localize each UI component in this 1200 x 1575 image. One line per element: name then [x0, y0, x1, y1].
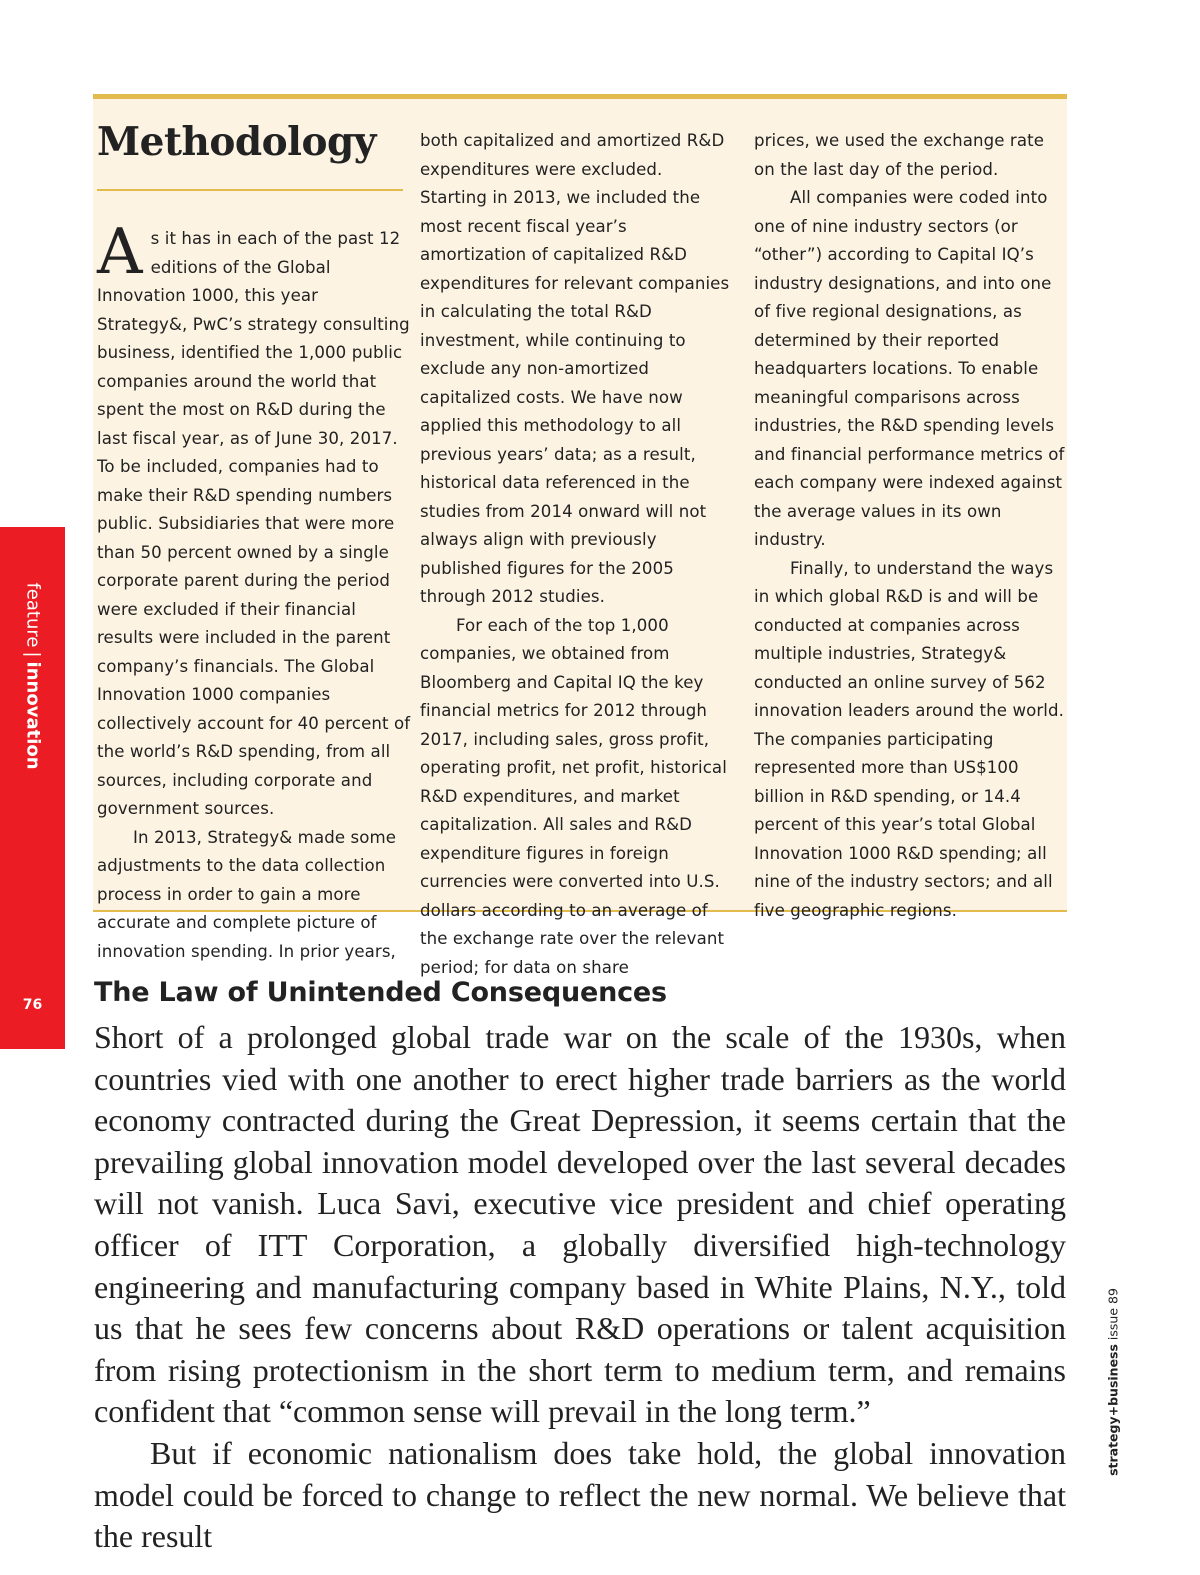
methodology-title-rule: [97, 189, 403, 191]
article-paragraph: But if economic nationalism does take hold, the global innovation model could be forced to change to reflect the new normal. We believe that the result: [94, 1434, 1066, 1555]
methodology-text: s it has in each of the past 12 editions of the Global Innovation 1000, this year Strategy&, PwC’s strategy consulting business, identified the 1,000 public companies around the world that spent the most on R&D during the last fiscal year, as of June 30, 2017. To be included, companies had to make their R&D spending numbers public. Subsidiaries that were more than 50 percent owned by a single corporate parent during the period were excluded if their financial results were included in the parent company’s financials. The Global Innovation 1000 companies collectively account for 40 percent of the world’s R&D spending, from all sources, including corporate and government sources.: [97, 229, 411, 818]
section-name: feature: [22, 582, 44, 648]
methodology-box: [93, 94, 1067, 977]
issue-number: issue 89: [1105, 1288, 1121, 1341]
methodology-paragraph: Finally, to understand the ways in which global R&D is and will be conducted at companies across multiple industries, Strategy& conducted an online survey of 562 innovation leaders around the world. The companies participating represented more than US$100 billion in R&D spending, or 14.4 percent of this year’s total Global Innovation 1000 R&D spending; all nine of the industry sectors; and all five geographic regions.: [754, 558, 1065, 920]
methodology-column-2: [420, 127, 734, 982]
methodology-paragraph: In 2013, Strategy& made some adjustments to the data collection process in order to gain a more accurate and complete picture of innovation spending. In prior years,: [97, 827, 397, 961]
article-paragraph: Short of a prolonged global trade war on the scale of the 1930s, when countries vied with one another to erect higher trade barriers as the world economy contracted during the Great Depression, it seems certain that the prevailing global innovation model developed over the last several decades will not vanish. Luca Savi, executive vice president and chief operating officer of ITT Corporation, a globally diversified high-technology engineering and manufacturing company based in White Plains, N.Y., told us that he sees few concerns about R&D operations or talent acquisition from rising protectionism in the short term to medium term, and remains confident that “common sense will prevail in the long term.”: [94, 1019, 1066, 1430]
methodology-paragraph: [97, 215, 411, 824]
methodology-title: Methodology: [97, 119, 376, 165]
methodology-column-1: [97, 119, 411, 966]
methodology-paragraph: All companies were coded into one of nine industry sectors (or “other”) according to Capital IQ’s industry designations, and into one of five regional designations, as determined by their reported headquarters locations. To enable meaningful comparisons across industries, the R&D spending levels and financial performance metrics of each company were indexed against the average values in its own industry.: [754, 188, 1065, 549]
article-body: [94, 1017, 1066, 1558]
drop-cap: A: [97, 215, 143, 288]
section-separator: |: [22, 651, 44, 658]
publication-name: strategy+business: [1105, 1344, 1121, 1476]
methodology-paragraph: both capitalized and amortized R&D expenditures were excluded. Starting in 2013, we included the most recent fiscal year’s amortization of capitalized R&D expenditures for relevant companies in calculating the total R&D investment, while continuing to exclude any non-amortized capitalized costs. We have now applied this methodology to all previous years’ data; as a result, historical data referenced in the studies from 2014 onward will not always align with previously published figures for the 2005 through 2012 studies.: [420, 131, 730, 606]
methodology-paragraph: prices, we used the exchange rate on the last day of the period.: [754, 131, 1045, 179]
section-topic: innovation: [22, 661, 44, 770]
section-label: [23, 582, 44, 769]
publication-footer: [1106, 1288, 1121, 1476]
methodology-column-3: [754, 127, 1068, 925]
page-number: 76: [22, 997, 43, 1013]
methodology-paragraph: For each of the top 1,000 companies, we obtained from Bloomberg and Capital IQ the key financial metrics for 2012 through 2017, including sales, gross profit, operating profit, net profit, historical R&D expenditures, and market capitalization. All sales and R&D expenditure figures in foreign currencies were converted into U.S. dollars according to an average of the exchange rate over the relevant period; for data on share: [420, 615, 727, 977]
article-heading: The Law of Unintended Consequences: [94, 977, 667, 1008]
